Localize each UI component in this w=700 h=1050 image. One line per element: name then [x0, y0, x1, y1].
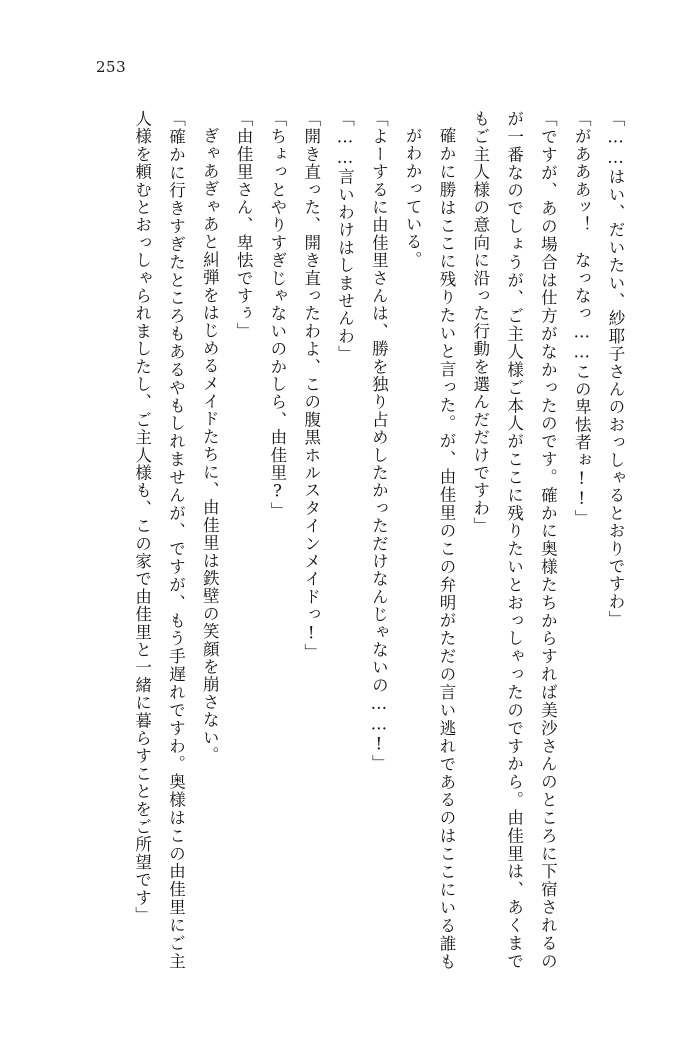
- paragraph: 確かに勝はここに残りたいと言った。が、由佳里のこの弁明がただの言い逃れであるのはここにいる誰もがわかっている。: [403, 126, 456, 970]
- paragraph: 「……はい、だいたい、紗耶子さんのおっしゃるとおりですわ」: [606, 110, 625, 629]
- paragraph: 「由佳里さん、卑怯ですぅ」: [234, 110, 254, 341]
- paragraph: ぎゃあぎゃあと糾弾をはじめるメイドたちに、由佳里は鉄壁の笑顔を崩さない。: [200, 126, 220, 764]
- paragraph: 「確かに行きすぎたところもあるやもしれませんが、ですが、もう手遅れですわ。奥様はこの由佳里にご主人様を頼むとおっしゃられましたし、ご主人様も、この家で由佳里と一緒に暮らすことをご所望です」: [132, 110, 186, 970]
- paragraph: 「ちょっとやりすぎじゃないのかしら、由佳里?」: [267, 110, 287, 520]
- paragraph: 「ですが、あの場合は仕方がなかったのです。確かに奥様たちからすれば美沙さんのところに下宿されるのが一番なのでしょうが、ご主人様ご本人がここに残りたいとおっしゃったのですから。由佳里は、あくまでもご主人様の意向に沿った行動を選んだだけですわ」: [470, 110, 558, 970]
- paragraph: 「よーするに由佳里さんは、勝を独り占めしたかっただけなんじゃないの……!」: [369, 110, 389, 773]
- paragraph: 「……言いわけはしませんわ」: [335, 110, 355, 363]
- paragraph: 「があああッ！ なっなっ……この卑怯者ぉ!!」: [572, 110, 592, 528]
- paragraph: 「開き直った、開き直ったわよ、この腹黒ホルスタインメイドっ!」: [301, 110, 321, 662]
- page-number: 253: [96, 58, 127, 76]
- page-body-text: [72, 110, 632, 970]
